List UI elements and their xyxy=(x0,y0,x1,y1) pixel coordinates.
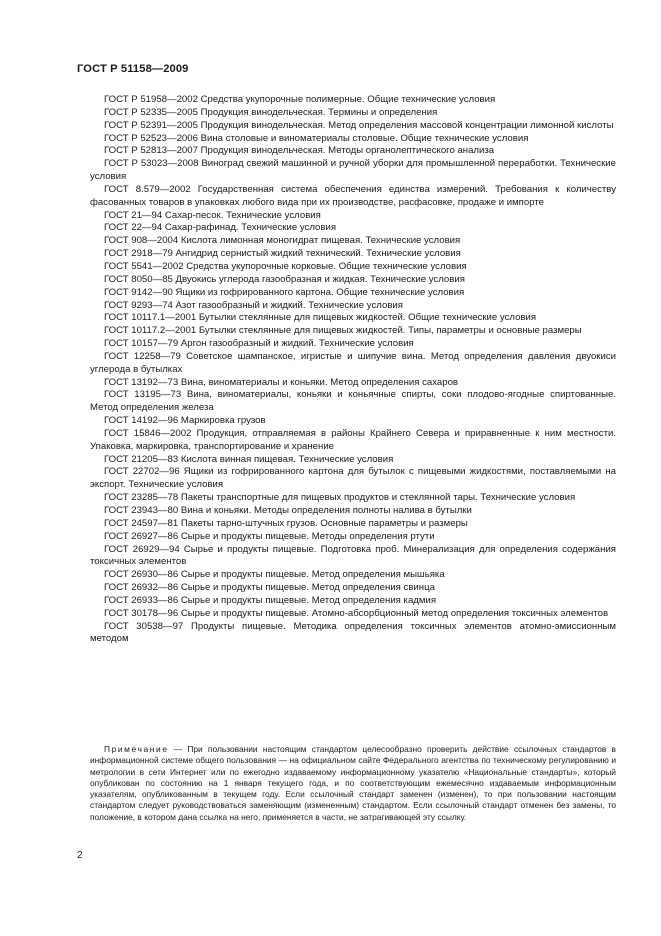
reference-item: ГОСТ 23285—78 Пакеты транспортные для пищевых продуктов и стеклянной тары. Технические условия xyxy=(104,492,576,504)
reference-item: ГОСТ 21205—83 Кислота винная пищевая. Технические условия xyxy=(104,453,394,465)
reference-item: ГОСТ 10117.1—2001 Бутылки стеклянные для пищевых жидкостей. Общие технические условия xyxy=(104,312,537,324)
reference-item: ГОСТ 30178—96 Сырье и продукты пищевые. Атомно-абсорбционный метод определения токсичных элементов xyxy=(104,607,609,619)
note-label: Примечание xyxy=(104,744,169,754)
reference-item: ГОСТ Р 52813—2007 Продукция винодельческая. Методы органолептического анализа xyxy=(104,145,495,157)
reference-item: ГОСТ 5541—2002 Средства укупорочные корковые. Общие технические условия xyxy=(104,260,467,272)
reference-item: ГОСТ 10157—79 Аргон газообразный и жидкий. Технические условия xyxy=(104,338,414,350)
reference-item: ГОСТ 14192—96 Маркировка грузов xyxy=(104,415,266,427)
reference-item: ГОСТ Р 53023—2008 Виноград свежий машинной и ручной уборки для промышленной переработки. Технические условия xyxy=(90,158,616,183)
reference-item: ГОСТ 26932—86 Сырье и продукты пищевые. Метод определения свинца xyxy=(104,582,435,594)
reference-item: ГОСТ Р 52335—2005 Продукция винодельческая. Термины и определения xyxy=(104,106,438,118)
reference-item: ГОСТ 26929—94 Сырье и продукты пищевые. Подготовка проб. Минерализация для определения содержания токсичных элементов xyxy=(90,543,616,568)
reference-item: ГОСТ 26927—86 Сырье и продукты пищевые. Методы определения ртути xyxy=(104,530,435,542)
reference-item: ГОСТ 22—94 Сахар-рафинад. Технические условия xyxy=(104,222,337,234)
page-number: 2 xyxy=(77,850,83,861)
note-paragraph xyxy=(90,744,616,823)
reference-item: ГОСТ 10117.2—2001 Бутылки стеклянные для пищевых жидкостей. Типы, параметры и основные размеры xyxy=(104,325,582,337)
reference-item: ГОСТ Р 51958—2002 Средства укупорочные полимерные. Общие технические условия xyxy=(104,94,496,105)
reference-item: ГОСТ 26930—86 Сырье и продукты пищевые. Метод определения мышьяка xyxy=(104,569,445,581)
document-header: ГОСТ Р 51158—2009 xyxy=(77,63,189,75)
reference-item: ГОСТ 13195—73 Вина, виноматериалы, коньяки и коньячные спирты, соки плодово-ягодные спиртованные. Метод определения железа xyxy=(90,389,616,414)
reference-item: ГОСТ 30538—97 Продукты пищевые. Методика определения токсичных элементов атомно-эмиссионным методом xyxy=(90,620,616,645)
normative-references-list xyxy=(90,94,616,646)
reference-item: ГОСТ 15846—2002 Продукция, отправляемая в районы Крайнего Севера и приравненные к ним местности. Упаковка, маркировка, транспортирование и хранение xyxy=(90,427,616,452)
reference-item: ГОСТ 23943—80 Вина и коньяки. Методы определения полноты налива в бутылки xyxy=(104,505,472,516)
reference-item: ГОСТ 2918—79 Ангидрид сернистый жидкий технический. Технические условия xyxy=(104,248,461,260)
reference-item: ГОСТ 12258—79 Советское шампанское, игристые и шипучие вина. Метод определения давления двуокиси углерода в бутылках xyxy=(90,350,616,375)
reference-item: ГОСТ Р 52523—2006 Вина столовые и виноматериалы столовые. Общие технические условия xyxy=(104,132,529,144)
note-text: — При пользовании настоящим стандартом целесообразно проверить действие ссылочных стандартов в информационной системе общего пользования — на официальном сайте Федерального агентства по техническому регулированию и метрологии в сети Интернет или по ежегодно издаваемому информационному указателю «Национальные стандарты», который опубликован по состоянию на 1 января текущего года, и по соответствующим ежемесячно издаваемым информационным указателям, опубликованным в текущем году. Если ссылочный стандарт заменен (изменен), то при пользовании настоящим стандартом следует руководствоваться заменяющим (измененным) стандартом. Если ссылочный стандарт отменен без замены, то положение, в котором дана ссылка на него, применяется в части, не затрагивающей эту ссылку. xyxy=(90,744,616,822)
reference-item: ГОСТ 9293—74 Азот газообразный и жидкий. Технические условия xyxy=(104,299,403,311)
reference-item: ГОСТ 13192—73 Вина, виноматериалы и коньяки. Метод определения сахаров xyxy=(104,376,459,388)
reference-item: ГОСТ 22702—96 Ящики из гофрированного картона для бутылок с пищевыми жидкостями, поставляемыми на экспорт. Технические условия xyxy=(90,466,616,491)
reference-item: ГОСТ Р 52391—2005 Продукция винодельческая. Метод определения массовой концентрации лимонной кислоты xyxy=(104,119,614,131)
reference-item: ГОСТ 24597—81 Пакеты тарно-штучных грузов. Основные параметры и размеры xyxy=(104,517,468,529)
reference-item: ГОСТ 26933—86 Сырье и продукты пищевые. Метод определения кадмия xyxy=(104,594,437,606)
reference-item: ГОСТ 9142—90 Ящики из гофрированного картона. Общие технические условия xyxy=(104,286,465,298)
reference-item: ГОСТ 8050—85 Двуокись углерода газообразная и жидкая. Технические условия xyxy=(104,273,465,285)
reference-item: ГОСТ 908—2004 Кислота лимонная моногидрат пищевая. Технические условия xyxy=(104,235,461,247)
reference-item: ГОСТ 8.579—2002 Государственная система обеспечения единства измерений. Требования к количеству фасованных товаров в упаковках любого вида при их производстве, расфасовке, продаже и импорте xyxy=(90,183,616,208)
reference-item: ГОСТ 21—94 Сахар-песок. Технические условия xyxy=(104,209,321,221)
